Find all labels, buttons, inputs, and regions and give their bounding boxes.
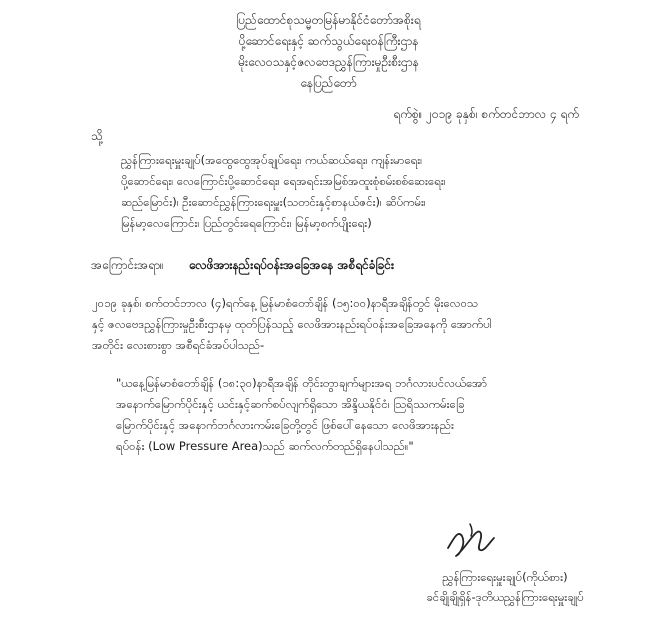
quote-line: အနောက်မြောက်ပိုင်းနှင့် ယင်းနှင့်ဆက်စပ်လျက်ရှိသော အိန္ဒိယနိုင်ငံ၊ ဩရိဿကမ်းခြေ (116, 397, 465, 411)
letter-header (0, 10, 657, 94)
paragraph-line: ၂၀၁၉ ခုနှစ်၊ စက်တင်ဘာလ (၄)ရက်နေ့ မြန်မာစံတော်ချိန် (၁၅:၀၀)နာရီအချိန်တွင် မိုးလေဝသ (92, 296, 479, 310)
subject-text: လေဖိအားနည်းရပ်ဝန်းအခြေအနေ အစီရင်ခံခြင်း (188, 258, 395, 272)
letter-date: ရက်စွဲ။ ၂၀၁၉ ခုနှစ်၊ စက်တင်ဘာလ ၄ ရက် (393, 107, 579, 121)
subject-label: အကြောင်းအရာ။ (91, 258, 164, 272)
header-department-line: မိုးလေဝသနှင့်ဇလဗေဒညွှန်ကြားမှုဦးစီးဌာန (238, 55, 419, 69)
header-city-line: နေပြည်တော် (300, 76, 357, 90)
subject-line (91, 258, 394, 274)
signatory-title: ညွှန်ကြားရေးမှူးချုပ်(ကိုယ်စား) (442, 570, 568, 584)
quote-line: ရပ်ဝန်း (Low Pressure Area)သည် ဆက်လက်တည်ရှိနေပါသည်။" (116, 439, 414, 453)
body-paragraph (92, 293, 592, 356)
handwritten-signature (440, 518, 500, 568)
header-government-line: ပြည်ထောင်စုသမ္မတမြန်မာနိုင်ငံတော်အစိုးရ (236, 13, 421, 27)
paragraph-line: နှင့် ဇလဗေဒညွှန်ကြားမှုဦးစီးဌာနမှ ထုတ်ပြန်သည့် လေဖိအားနည်းရပ်ဝန်းအခြေအနေကို အောက်ပါ (92, 317, 492, 331)
forecast-quote (116, 373, 596, 457)
recipients-line: ဆည်မြောင်း)၊ ဦးဆောင်ညွှန်ကြားရေးမှူး(သတင်းနှင့်စာနယ်ဇင်း)၊ ဆိပ်ကမ်း၊ (121, 195, 426, 209)
recipients-line: မြန်မာ့လေကြောင်း၊ ပြည်တွင်းရေကြောင်း၊ မြန်မာ့စက်ပျိုးရေး) (121, 216, 372, 230)
signatory-name: ခင်ချိုချိုရှိန်-ဒုတိယညွှန်ကြားရေးမှူးချုပ် (426, 590, 584, 604)
header-ministry-line: ပို့ဆောင်ရေးနှင့် ဆက်သွယ်ရေးဝန်ကြီးဌာန (238, 34, 419, 48)
paragraph-line: အတိုင်း လေးစားစွာ အစီရင်ခံအပ်ပါသည်- (92, 338, 265, 352)
to-label: သို့ (91, 129, 103, 143)
recipients-block (121, 150, 591, 234)
recipients-line: ညွှန်ကြားရေးမှူးချုပ်(အထွေထွေအုပ်ချုပ်ရေး၊ ကယ်ဆယ်ရေး၊ ကျန်းမာရေး၊ (121, 153, 423, 167)
signatory-block (375, 567, 635, 607)
quote-line: "ယနေ့မြန်မာစံတော်ချိန် (၁၈:၃၀)နာရီအချိန် တိုင်းတွာချက်များအရ ဘင်္ဂလားပင်လယ်အော် (116, 376, 488, 390)
quote-line: မြောက်ပိုင်းနှင့် အနောက်ဘင်္ဂလားကမ်းခြေတို့တွင် ဖြစ်ပေါ်နေသော လေဖိအားနည်း (116, 418, 454, 432)
recipients-line: ပို့ဆောင်ရေး၊ လေကြောင်းပို့ဆောင်ရေး၊ ရေအရင်းအမြစ်အထူးစုံစမ်းစစ်ဆေးရေး၊ (121, 174, 446, 188)
